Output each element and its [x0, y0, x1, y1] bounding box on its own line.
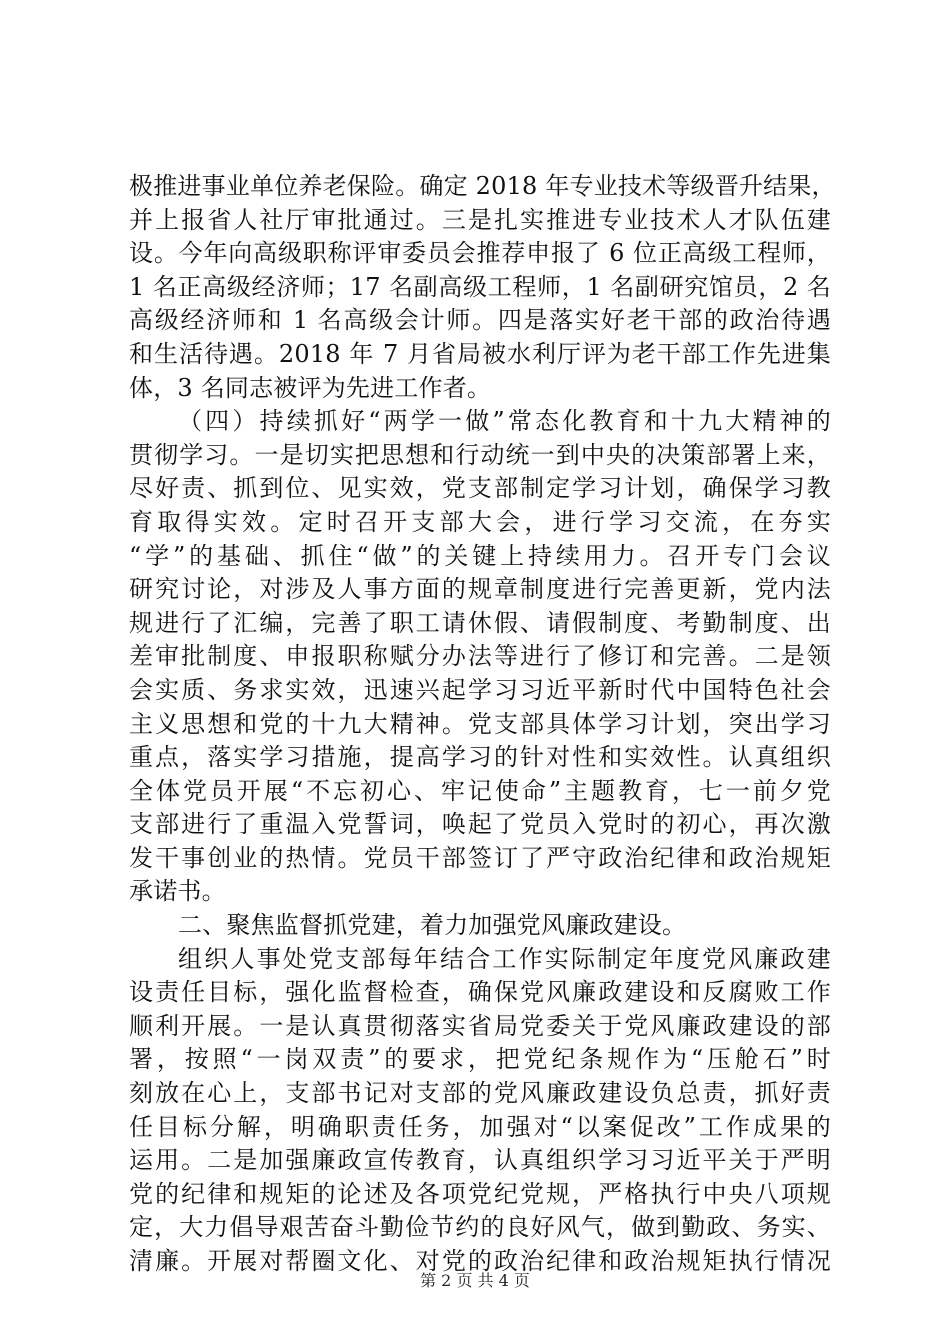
text-line: 主义思想和党的十九大精神。党支部具体学习计划，突出学习	[129, 709, 831, 738]
text-line: 会实质、务求实效，迅速兴起学习习近平新时代中国特色社会	[129, 675, 831, 704]
text-line: 清廉。开展对帮圈文化、对党的政治纪律和政治规矩执行情况	[129, 1247, 831, 1275]
text-line: “学”的基础、抓住“做”的关键上持续用力。召开专门会议	[129, 541, 831, 570]
text-line: 贯彻学习。一是切实把思想和行动统一到中央的决策部署上来，	[129, 440, 831, 469]
text-line: 署，按照“一岗双责”的要求，把党纪条规作为“压舱石”时	[129, 1045, 831, 1074]
text-line: 全体党员开展“不忘初心、牢记使命”主题教育，七一前夕党	[129, 776, 831, 805]
text-line: 支部进行了重温入党誓词，唤起了党员入党时的初心，再次激	[129, 810, 831, 839]
text-line: 刻放在心上，支部书记对支部的党风廉政建设负总责，抓好责	[129, 1079, 831, 1108]
text-line: 定，大力倡导艰苦奋斗勤俭节约的良好风气，做到勤政、务实、	[129, 1213, 831, 1242]
text-line: 党的纪律和规矩的论述及各项党纪党规，严格执行中央八项规	[129, 1179, 831, 1208]
text-line: 体，3 名同志被评为先进工作者。	[129, 373, 492, 402]
text-line: 并上报省人社厅审批通过。三是扎实推进专业技术人才队伍建	[129, 205, 831, 234]
text-line: 规进行了汇编，完善了职工请休假、请假制度、考勤制度、出	[129, 608, 831, 637]
text-line: 育取得实效。定时召开支部大会，进行学习交流，在夯实	[129, 507, 831, 536]
text-line: 发干事创业的热情。党员干部签订了严守政治纪律和政治规矩	[129, 843, 831, 872]
text-line: 高级经济师和 1 名高级会计师。四是落实好老干部的政治待遇	[129, 306, 831, 335]
text-line: 承诺书。	[129, 877, 226, 906]
text-line: 和生活待遇。2018 年 7 月省局被水利厅评为老干部工作先进集	[129, 339, 831, 368]
text-line: 尽好责、抓到位、见实效，党支部制定学习计划，确保学习教	[129, 474, 831, 503]
text-line: 极推进事业单位养老保险。确定 2018 年专业技术等级晋升结果，	[129, 172, 836, 200]
text-line: 1 名正高级经济师；17 名副高级工程师，1 名副研究馆员，2 名	[129, 272, 831, 301]
page-number-footer: 第 2 页 共 4 页	[420, 1271, 530, 1290]
text-line: 任目标分解，明确职责任务，加强对“以案促改”工作成果的	[129, 1112, 831, 1141]
text-line: 顺利开展。一是认真贯彻落实省局党委关于党风廉政建设的部	[129, 1011, 831, 1040]
text-line: 设责任目标，强化监督检查，确保党风廉政建设和反腐败工作	[129, 978, 831, 1007]
document-body	[129, 170, 836, 1279]
paragraph-start: 组织人事处党支部每年结合工作实际制定年度党风廉政建	[178, 944, 831, 973]
text-line: 设。今年向高级职称评审委员会推荐申报了 6 位正高级工程师，	[129, 239, 831, 268]
text-line: 运用。二是加强廉政宣传教育，认真组织学习习近平关于严明	[129, 1146, 831, 1175]
text-line: 重点，落实学习措施，提高学习的针对性和实效性。认真组织	[129, 743, 831, 772]
section-heading: 二、聚焦监督抓党建，着力加强党风廉政建设。	[178, 911, 687, 940]
text-line: 差审批制度、申报职称赋分办法等进行了修订和完善。二是领	[129, 642, 831, 671]
section-heading: （四）持续抓好“两学一做”常态化教育和十九大精神的	[178, 407, 831, 436]
text-line: 研究讨论，对涉及人事方面的规章制度进行完善更新，党内法	[129, 575, 831, 604]
